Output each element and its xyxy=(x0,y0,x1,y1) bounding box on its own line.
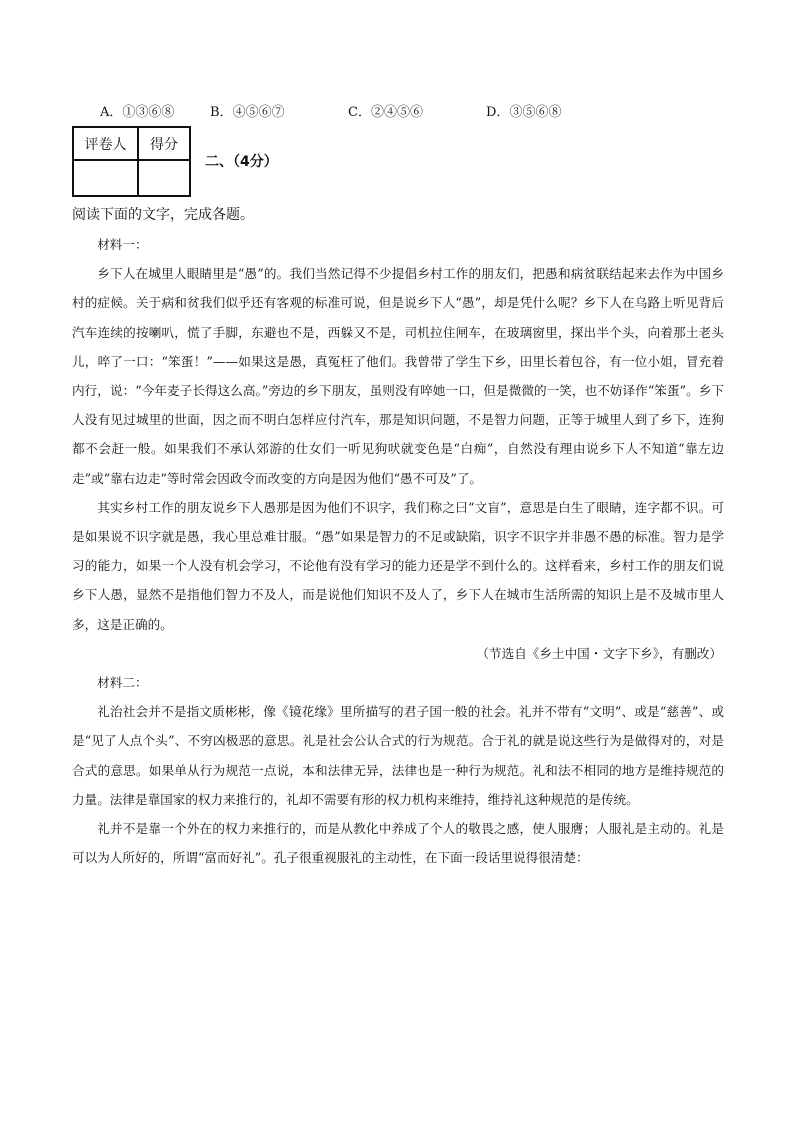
reading-passage xyxy=(72,230,724,872)
option-b: B．④⑤⑥⑦ xyxy=(210,105,285,120)
grader-header: 评卷人 xyxy=(73,127,138,160)
score-cell xyxy=(138,160,190,196)
material1-paragraph: 其实乡村工作的朋友说乡下人愚那是因为他们不识字，我们称之曰“文盲”，意思是白生了眼睛，连字都不识。可是如果说不识字就是愚，我心里总难甘服。“愚”如果是智力的不足或缺陷，识字不识字并非愚不愚的标准。智力是学习的能力，如果一个人没有机会学习，不论他有没有学习的能力还是学不到什么的。这样看来，乡村工作的朋友们说乡下人愚，显然不是指他们智力不及人，而是说他们知识不及人了，乡下人在城市生活所需的知识上是不及城市里人多，这是正确的。 xyxy=(72,499,724,632)
material2-paragraph: 礼并不是靠一个外在的权力来推行的，而是从教化中养成了个人的敬畏之感，使人服膺；人服礼是主动的。礼是可以为人所好的，所谓“富而好礼”。孔子很重视服礼的主动性，在下面一段话里说得很清楚： xyxy=(72,821,724,866)
answer-options xyxy=(100,101,720,121)
material2-label: 材料二： xyxy=(97,675,148,691)
section-title: 二、（4分） xyxy=(205,154,278,170)
material1-label: 材料一： xyxy=(97,237,148,252)
option-d: D．③⑤⑥⑧ xyxy=(486,105,562,120)
grader-cell xyxy=(73,160,138,196)
score-header: 得分 xyxy=(138,127,190,160)
material2-paragraph: 礼治社会并不是指文质彬彬，像《镜花缘》里所描写的君子国一般的社会。礼并不带有“文明”、或是“慈善”、或是“见了人点个头”、不穷凶极恶的意思。礼是社会公认合式的行为规范。合于礼的就是说这些行为是做得对的，对是合式的意思。如果单从行为规范一点说，本和法律无异，法律也是一种行为规范。礼和法不相同的地方是维持规范的力量。法律是靠国家的权力来推行的，礼却不需要有形的权力机构来维持，维持礼这种规范的是传统。 xyxy=(72,704,724,807)
grader-table xyxy=(72,126,191,197)
material1-source: （节选自《乡土中国・文字下乡》，有删改） xyxy=(476,645,722,661)
instruction: 阅读下面的文字，完成各题。 xyxy=(72,207,254,223)
material1-paragraph: 乡下人在城里人眼睛里是“愚”的。我们当然记得不少提倡乡村工作的朋友们，把愚和病贫联结起来去作为中国乡村的症候。关于病和贫我们似乎还有客观的标准可说，但是说乡下人“愚”，却是凭什么呢？乡下人在乌路上听见背后汽车连续的按喇叭，慌了手脚，东避也不是，西躲又不是，司机拉住闸车，在玻璃窗里，探出半个头，向着那土老头儿，啐了一口：“笨蛋！”——如果这是愚，真冤枉了他们。我曾带了学生下乡，田里长着包谷，有一位小姐，冒充着内行，说：“今年麦子长得这么高。”旁边的乡下朋友，虽则没有啐她一口，但是微微的一笑，也不妨译作“笨蛋”。乡下人没有见过城里的世面，因之而不明白怎样应付汽车，那是知识问题，不是智力问题，正等于城里人到了乡下，连狗都不会赶一般。如果我们不承认郊游的仕女们一听见狗吠就变色是“白痴”，自然没有理由说乡下人不知道“靠左边走”或“靠右边走”等时常会因政令而改变的方向是因为他们“愚不可及”了。 xyxy=(72,266,724,486)
option-c: C．②④⑤⑥ xyxy=(348,105,423,120)
option-a: A．①③⑥⑧ xyxy=(100,105,175,120)
